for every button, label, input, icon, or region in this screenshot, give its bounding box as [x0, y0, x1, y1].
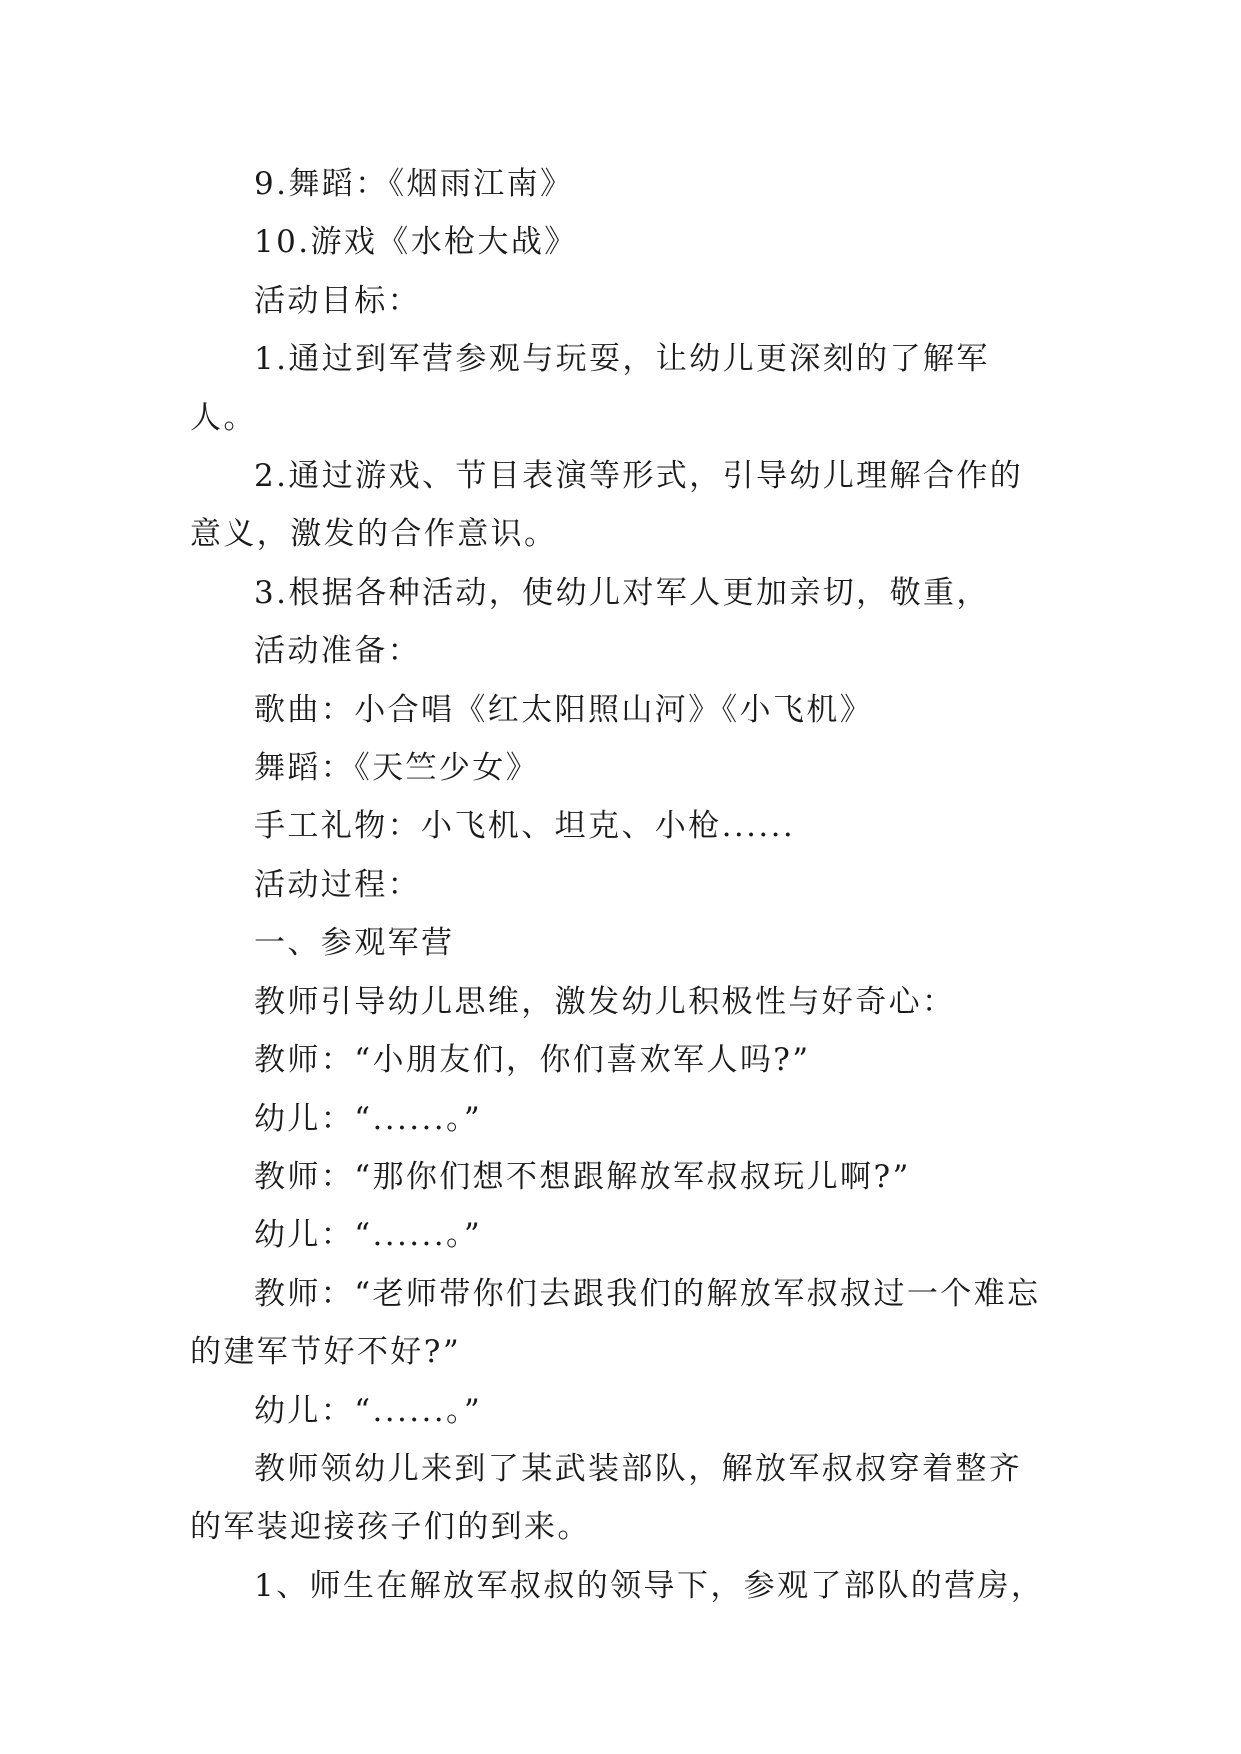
- paragraph: 1、师生在解放军叔叔的领导下，参观了部队的营房，: [254, 1567, 1045, 1604]
- paragraph: 9.舞蹈：《烟雨江南》: [254, 166, 574, 202]
- paragraph: 教师引导幼儿思维，激发幼儿积极性与好奇心：: [254, 983, 956, 1020]
- dialogue-line: 幼儿：“......。”: [254, 1392, 483, 1429]
- dialogue-line: 幼儿：“......。”: [254, 1217, 483, 1254]
- dialogue-line: 教师：“那你们想不想跟解放军叔叔玩儿啊?”: [254, 1158, 911, 1195]
- section-heading: 活动准备：: [254, 633, 421, 670]
- paragraph: 2.通过游戏、节目表演等形式，引导幼儿理解合作的意义，激发的合作意识。: [190, 458, 1024, 553]
- paragraph: 手工礼物：小飞机、坦克、小枪......: [254, 808, 796, 845]
- dialogue-line: 幼儿：“......。”: [254, 1100, 483, 1137]
- paragraph: 3.根据各种活动，使幼儿对军人更加亲切，敬重，: [254, 574, 990, 611]
- paragraph: 教师领幼儿来到了某武装部队，解放军叔叔穿着整齐的军装迎接孩子们的到来。: [190, 1450, 1023, 1546]
- dialogue-line: 教师：“老师带你们去跟我们的解放军叔叔过一个难忘的建军节好不好?”: [190, 1275, 1041, 1371]
- paragraph: 1.通过到军营参观与玩耍，让幼儿更深刻的了解军人。: [190, 341, 990, 436]
- dialogue-line: 教师：“小朋友们，你们喜欢军人吗?”: [254, 1042, 811, 1079]
- paragraph: 歌曲：小合唱《红太阳照山河》《小飞机》: [254, 691, 874, 728]
- subsection-heading: 一、参观军营: [254, 925, 455, 962]
- document-body: [190, 155, 1050, 1615]
- paragraph: 舞蹈：《天竺少女》: [254, 750, 540, 787]
- paragraph: 10.游戏《水枪大战》: [254, 224, 578, 261]
- section-heading: 活动过程：: [254, 866, 421, 903]
- section-heading: 活动目标：: [254, 282, 421, 319]
